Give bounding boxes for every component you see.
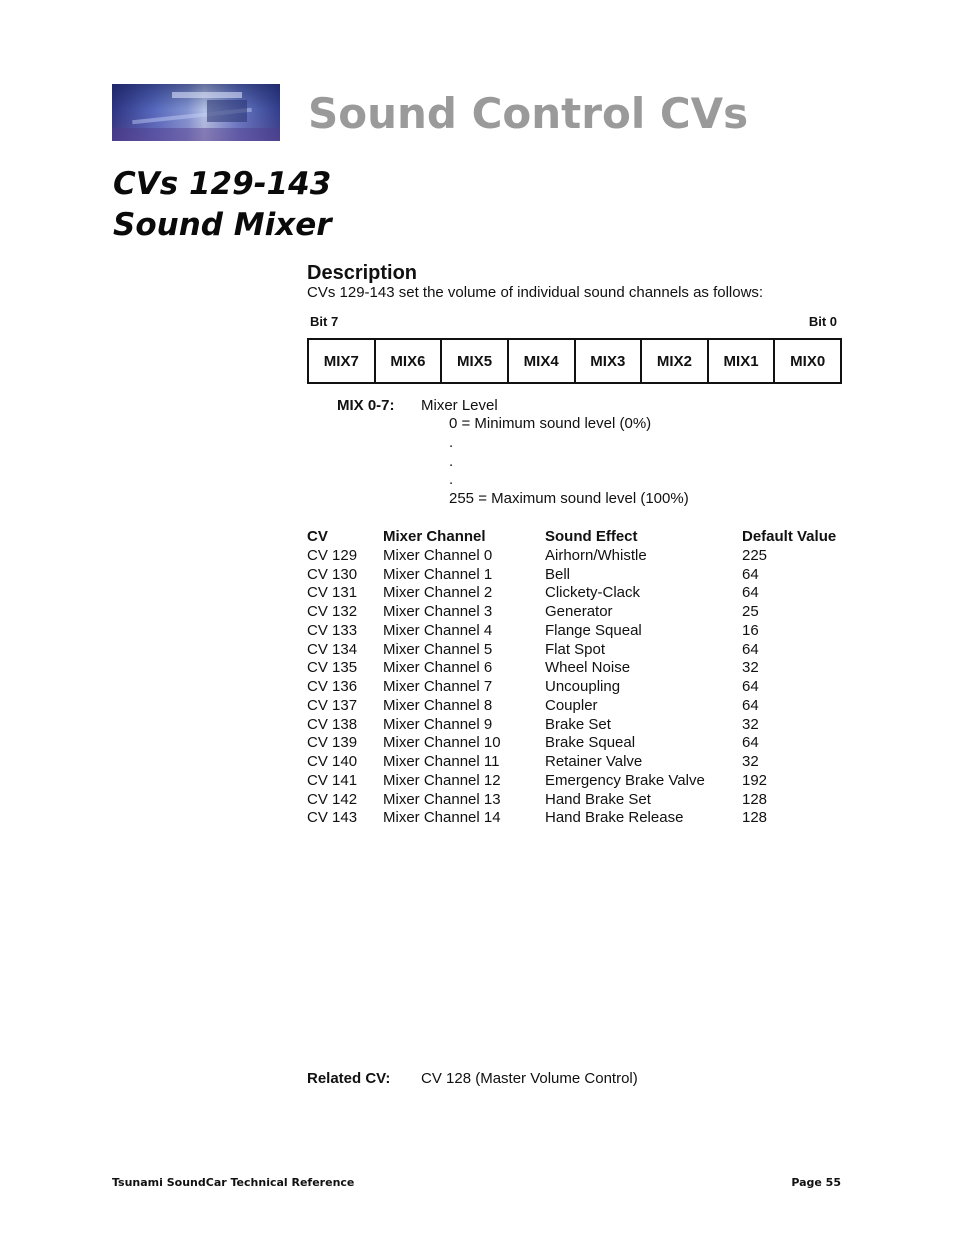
sound-effect-cell: Brake Squeal (545, 734, 636, 752)
default-value-cell: 16 (742, 621, 759, 639)
column-header-default-value: Default Value (742, 528, 837, 545)
default-value-cell: 64 (742, 565, 759, 583)
sound-effect-cell: Flange Squeal (545, 621, 642, 639)
default-value-cell: 64 (742, 584, 759, 602)
cv-cell: CV 129 (307, 546, 358, 564)
cv-cell: CV 142 (307, 790, 358, 808)
mix-definition: Mixer Level (421, 397, 498, 414)
default-value-cell: 225 (742, 546, 768, 564)
mix-term: MIX 0-7: (337, 397, 395, 414)
cv-cell: CV 136 (307, 678, 358, 695)
bit-cell: MIX1 (708, 339, 775, 383)
mixer-channel-cell: Mixer Channel 10 (383, 734, 501, 752)
table-row (307, 716, 847, 735)
description-text: CVs 129-143 set the volume of individual sound channels as follows: (307, 284, 764, 301)
sound-effect-cell: Wheel Noise (545, 659, 631, 677)
cv-cell: CV 139 (307, 734, 358, 752)
sound-effect-cell: Uncoupling (545, 678, 621, 695)
mix-line: 255 = Maximum sound level (100%) (449, 490, 689, 507)
bit7-label: Bit 7 (310, 314, 339, 329)
cv-cell: CV 140 (307, 753, 358, 770)
bit-cell: MIX5 (441, 339, 508, 383)
section-title-line2: Sound Mixer (113, 207, 332, 243)
column-header-mixer-channel: Mixer Channel (383, 528, 486, 545)
cv-cell: CV 132 (307, 603, 358, 620)
bit-register-row (308, 339, 841, 383)
mix-line: . (449, 433, 454, 451)
table-row (307, 641, 847, 660)
related-cv-label: Related CV: (307, 1070, 391, 1087)
bit-cell: MIX2 (641, 339, 708, 383)
mix-value-lines (449, 415, 689, 509)
cv-table-header-row (307, 528, 847, 547)
sound-effect-cell: Brake Set (545, 715, 611, 733)
cv-cell: CV 135 (307, 659, 358, 677)
mixer-channel-cell: Mixer Channel 13 (383, 790, 501, 808)
mixer-channel-cell: Mixer Channel 1 (383, 565, 493, 583)
sound-effect-cell: Retainer Valve (545, 753, 643, 770)
mixer-channel-cell: Mixer Channel 4 (383, 621, 493, 639)
cv-cell: CV 143 (307, 809, 358, 827)
table-row (307, 697, 847, 716)
sound-effect-cell: Generator (545, 603, 613, 620)
cv-cell: CV 133 (307, 621, 358, 639)
header-banner-image (112, 84, 280, 141)
table-row (307, 566, 847, 585)
mixer-channel-cell: Mixer Channel 6 (383, 659, 493, 677)
default-value-cell: 32 (742, 753, 759, 770)
section-title (113, 164, 332, 246)
cv-cell: CV 138 (307, 715, 358, 733)
default-value-cell: 192 (742, 771, 768, 789)
banner-shadow-band (112, 128, 280, 141)
table-row (307, 584, 847, 603)
sound-effect-cell: Emergency Brake Valve (545, 771, 705, 789)
banner-window-block (207, 100, 247, 122)
table-row (307, 678, 847, 697)
cv-cell: CV 131 (307, 584, 358, 602)
default-value-cell: 64 (742, 734, 759, 752)
default-value-cell: 128 (742, 790, 768, 808)
sound-effect-cell: Airhorn/Whistle (545, 546, 647, 564)
sound-effect-cell: Hand Brake Set (545, 790, 651, 808)
default-value-cell: 32 (742, 715, 759, 733)
cv-cell: CV 130 (307, 565, 358, 583)
table-row (307, 659, 847, 678)
table-row (307, 753, 847, 772)
sound-effect-cell: Flat Spot (545, 640, 606, 658)
table-row (307, 622, 847, 641)
mixer-channel-cell: Mixer Channel 12 (383, 771, 501, 789)
page-title: Sound Control CVs (308, 89, 749, 138)
mixer-channel-cell: Mixer Channel 2 (383, 584, 493, 602)
default-value-cell: 64 (742, 678, 759, 695)
sound-effect-cell: Coupler (545, 696, 598, 714)
cv-cell: CV 141 (307, 771, 358, 789)
mix-line: . (449, 471, 454, 489)
banner-light-stripe (172, 92, 242, 98)
default-value-cell: 32 (742, 659, 759, 677)
cv-table (307, 528, 847, 828)
sound-effect-cell: Clickety-Clack (545, 584, 641, 602)
bit-cell: MIX6 (375, 339, 442, 383)
section-title-line1: CVs 129-143 (113, 166, 332, 202)
mix-line: 0 = Minimum sound level (0%) (449, 415, 652, 432)
cv-table-body (307, 547, 847, 828)
bit-register-table (307, 338, 842, 384)
mixer-channel-cell: Mixer Channel 7 (383, 678, 493, 695)
mixer-channel-cell: Mixer Channel 11 (383, 753, 500, 770)
column-header-sound-effect: Sound Effect (545, 528, 638, 545)
default-value-cell: 64 (742, 696, 759, 714)
bit-cell: MIX4 (508, 339, 575, 383)
bit-cell: MIX0 (774, 339, 841, 383)
table-row (307, 809, 847, 828)
default-value-cell: 25 (742, 603, 759, 620)
related-cv-value: CV 128 (Master Volume Control) (421, 1070, 638, 1087)
footer-doc-title: Tsunami SoundCar Technical Reference (112, 1176, 355, 1189)
sound-effect-cell: Hand Brake Release (545, 809, 684, 827)
cv-cell: CV 137 (307, 696, 358, 714)
cv-cell: CV 134 (307, 640, 358, 658)
table-row (307, 547, 847, 566)
sound-effect-cell: Bell (545, 565, 571, 583)
table-row (307, 791, 847, 810)
default-value-cell: 64 (742, 640, 759, 658)
mixer-channel-cell: Mixer Channel 8 (383, 696, 493, 714)
mixer-channel-cell: Mixer Channel 14 (383, 809, 501, 827)
column-header-cv: CV (307, 528, 328, 545)
default-value-cell: 128 (742, 809, 768, 827)
mix-line: . (449, 452, 454, 470)
mixer-channel-cell: Mixer Channel 3 (383, 603, 493, 620)
bit-cell: MIX3 (575, 339, 642, 383)
table-row (307, 772, 847, 791)
bit0-label: Bit 0 (808, 314, 837, 329)
footer-page-number: Page 55 (791, 1176, 841, 1189)
description-heading: Description (307, 262, 418, 284)
mixer-channel-cell: Mixer Channel 5 (383, 640, 493, 658)
bit-cell: MIX7 (308, 339, 375, 383)
table-row (307, 603, 847, 622)
mixer-channel-cell: Mixer Channel 0 (383, 546, 493, 564)
mixer-channel-cell: Mixer Channel 9 (383, 715, 493, 733)
table-row (307, 734, 847, 753)
